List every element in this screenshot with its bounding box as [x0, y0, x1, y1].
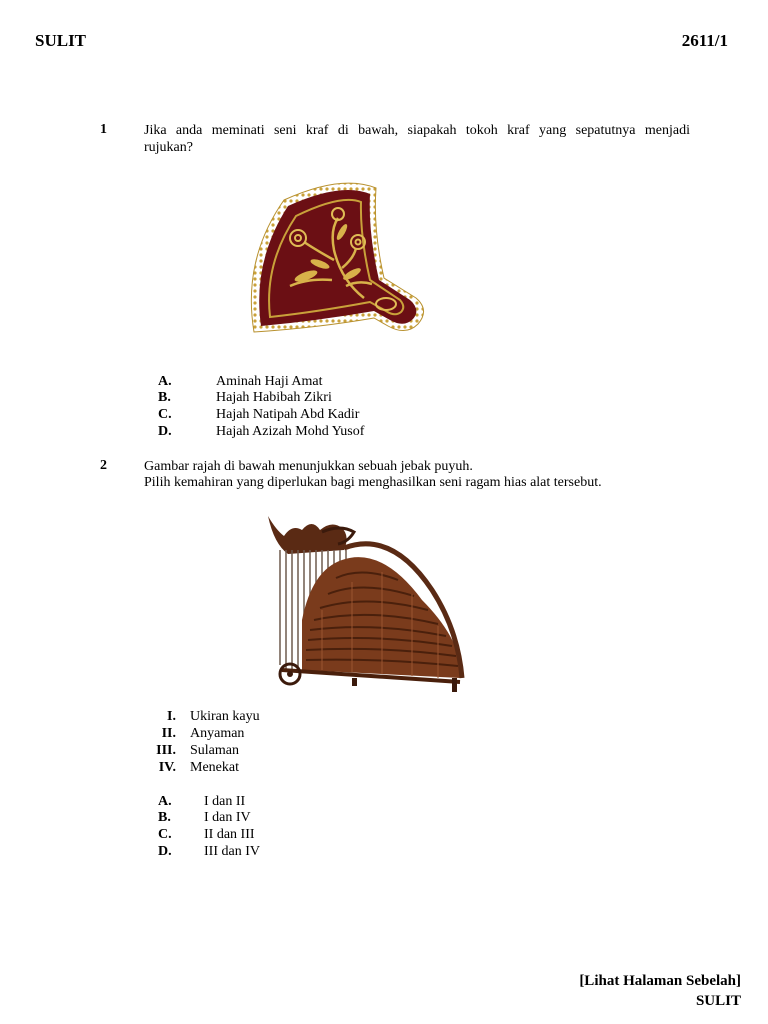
- option-1c-letter: C.: [158, 407, 172, 422]
- option-2a-text: I dan II: [204, 794, 246, 809]
- item-ii-text: Anyaman: [190, 726, 245, 741]
- option-2b-text: I dan IV: [204, 810, 251, 825]
- question-1-number: 1: [100, 122, 107, 137]
- header-right: 2611/1: [681, 31, 728, 50]
- option-1d-text: Hajah Azizah Mohd Yusof: [216, 424, 365, 439]
- question-2-number: 2: [100, 458, 107, 473]
- embroidery-fan-image: [246, 180, 431, 340]
- option-2c-text: II dan III: [204, 827, 255, 842]
- option-1b-text: Hajah Habibah Zikri: [216, 390, 332, 405]
- option-2c-letter: C.: [158, 827, 172, 842]
- option-1a-text: Aminah Haji Amat: [216, 374, 323, 389]
- item-iv-text: Menekat: [190, 760, 239, 775]
- item-i-numeral: I.: [167, 709, 176, 724]
- question-2-text-line1: Gambar rajah di bawah menunjukkan sebuah jebak puyuh.: [144, 459, 473, 474]
- option-1d-letter: D.: [158, 424, 172, 439]
- question-1-text-line1: Jika anda meminati seni kraf di bawah, siapakah tokoh kraf yang sepatutnya menjadi: [144, 123, 690, 138]
- option-2a-letter: A.: [158, 794, 172, 809]
- item-iii-text: Sulaman: [190, 743, 239, 758]
- question-1-text-line2: rujukan?: [144, 140, 193, 155]
- option-2d-text: III dan IV: [204, 844, 260, 859]
- item-iii-numeral: III.: [156, 743, 176, 758]
- header-left: SULIT: [35, 31, 87, 50]
- footer-sulit: SULIT: [695, 993, 741, 1009]
- item-iv-numeral: IV.: [158, 760, 176, 775]
- quail-trap-image: [262, 510, 467, 695]
- option-1b-letter: B.: [158, 390, 171, 405]
- option-1a-letter: A.: [158, 374, 172, 389]
- item-ii-numeral: II.: [161, 726, 176, 741]
- option-2d-letter: D.: [158, 844, 172, 859]
- option-1c-text: Hajah Natipah Abd Kadir: [216, 407, 360, 422]
- footer-next-page: [Lihat Halaman Sebelah]: [579, 973, 741, 989]
- item-i-text: Ukiran kayu: [190, 709, 260, 724]
- option-2b-letter: B.: [158, 810, 171, 825]
- question-2-text-line2: Pilih kemahiran yang diperlukan bagi menghasilkan seni ragam hias alat tersebut.: [144, 475, 602, 490]
